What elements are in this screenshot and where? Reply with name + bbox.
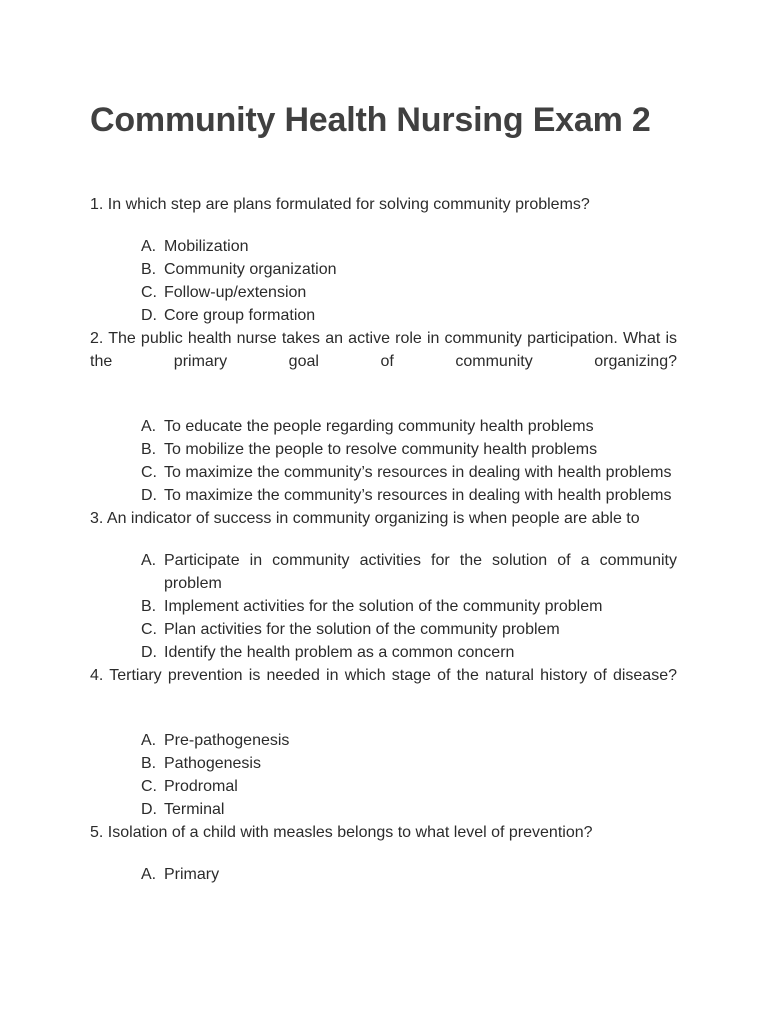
option-text: Prodromal [164, 778, 238, 795]
answer-option [90, 618, 677, 641]
answer-option [90, 438, 677, 461]
answer-option [90, 235, 677, 258]
question-5 [90, 821, 677, 886]
answer-option [90, 641, 677, 664]
answer-options [90, 235, 677, 327]
option-letter: D. [141, 644, 157, 661]
answer-option [90, 549, 677, 595]
document-title: Community Health Nursing Exam 2 [90, 101, 651, 139]
option-letter: A. [141, 418, 157, 435]
question-text: 3. An indicator of success in community organizing is when people are able to [90, 510, 640, 527]
option-letter: B. [141, 261, 157, 278]
option-letter: B. [141, 755, 157, 772]
option-letter: A. [141, 552, 157, 569]
question-text: 5. Isolation of a child with measles belongs to what level of prevention? [90, 824, 593, 841]
option-letter: B. [141, 441, 157, 458]
question-text: 2. The public health nurse takes an active role in community participation. What is the primary goal of community organizing? [90, 330, 677, 370]
question-text: 4. Tertiary prevention is needed in which stage of the natural history of disease? [90, 667, 677, 684]
option-letter: A. [141, 238, 157, 255]
answer-options [90, 415, 677, 507]
option-text: To maximize the community’s resources in dealing with health problems [164, 487, 672, 504]
answer-option [90, 798, 677, 821]
option-text: Follow-up/extension [164, 284, 307, 301]
answer-option [90, 775, 677, 798]
question-2 [90, 327, 677, 507]
answer-option [90, 258, 677, 281]
option-text: Pathogenesis [164, 755, 261, 772]
answer-option [90, 729, 677, 752]
option-text: Pre-pathogenesis [164, 732, 290, 749]
answer-option [90, 415, 677, 438]
option-text: To maximize the community’s resources in dealing with health problems [164, 464, 672, 481]
option-letter: D. [141, 487, 157, 504]
option-text: Primary [164, 866, 220, 883]
option-text: To mobilize the people to resolve community health problems [164, 441, 598, 458]
answer-option [90, 863, 677, 886]
answer-options [90, 863, 677, 886]
question-text: 1. In which step are plans formulated for solving community problems? [90, 196, 590, 213]
answer-option [90, 752, 677, 775]
option-letter: C. [141, 284, 157, 301]
option-text: Community organization [164, 261, 337, 278]
option-text: Terminal [164, 801, 225, 818]
answer-option [90, 595, 677, 618]
option-text: Plan activities for the solution of the community problem [164, 621, 560, 638]
question-1 [90, 193, 677, 327]
answer-option [90, 281, 677, 304]
option-text: Implement activities for the solution of the community problem [164, 598, 603, 615]
answer-options [90, 549, 677, 664]
option-text: Core group formation [164, 307, 316, 324]
option-letter: B. [141, 598, 157, 615]
option-letter: D. [141, 801, 157, 818]
question-4 [90, 664, 677, 821]
option-letter: A. [141, 732, 157, 749]
option-text: Identify the health problem as a common concern [164, 644, 515, 661]
option-letter: A. [141, 866, 157, 883]
option-letter: C. [141, 621, 157, 638]
answer-option [90, 461, 677, 484]
answer-option [90, 304, 677, 327]
option-letter: D. [141, 307, 157, 324]
option-letter: C. [141, 464, 157, 481]
question-3 [90, 507, 677, 664]
option-text: Mobilization [164, 238, 249, 255]
answer-options [90, 729, 677, 821]
option-text: Participate in community activities for the solution of a community problem [164, 552, 677, 592]
question-list [90, 193, 677, 886]
option-text: To educate the people regarding community health problems [164, 418, 594, 435]
answer-option [90, 484, 677, 507]
option-letter: C. [141, 778, 157, 795]
